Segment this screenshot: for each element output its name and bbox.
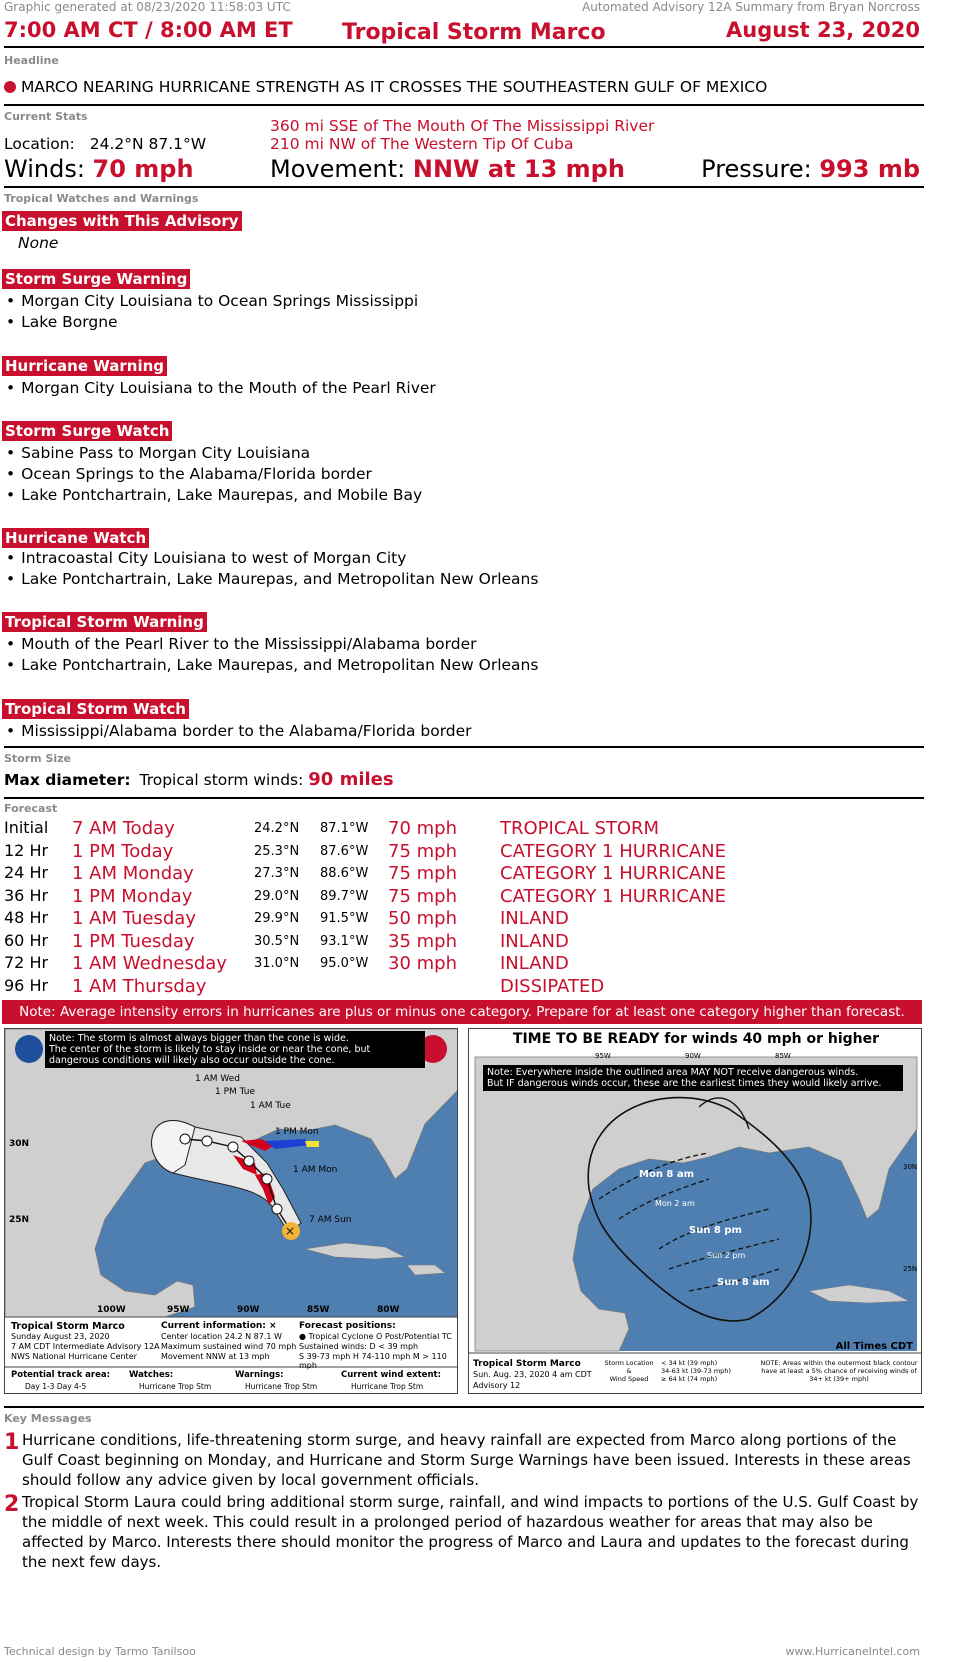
max-diameter-label: Max diameter: xyxy=(4,771,131,789)
cone-label: 1 AM Tue xyxy=(250,1101,291,1111)
section-storm-size: Storm Size xyxy=(4,752,72,765)
group-title: Storm Surge Warning xyxy=(2,269,190,289)
forecast-hr: 24 Hr xyxy=(4,863,49,882)
changes-value: None xyxy=(18,234,59,252)
forecast-positions-line: ● Tropical Cyclone O Post/Potential TC xyxy=(299,1332,452,1341)
cone-label: 1 PM Tue xyxy=(215,1087,256,1097)
key-message-number: 1 xyxy=(4,1430,20,1455)
divider xyxy=(4,186,924,188)
cone-legend-line: Sunday August 23, 2020 xyxy=(11,1332,110,1341)
cone-label: 7 AM Sun xyxy=(309,1215,352,1225)
cone-note xyxy=(45,1031,425,1068)
forecast-hr: 36 Hr xyxy=(4,885,49,905)
lon-label: 90W xyxy=(237,1305,260,1315)
cone-note-2: The center of the storm is likely to stay inside or near the cone, but xyxy=(49,1044,371,1055)
key-message-2: Tropical Storm Laura could bring additional storm surge, rainfall, and wind impacts to portions of the U.S. Gulf Coast by the middle of next week. This could result in a prolonged period of hazardous weather for areas that may also be affected by Marco. Interests there should monitor the progress of Marco and Laura and updates to the forecast during the next few days. xyxy=(22,1493,919,1571)
cone-label: 1 AM Wed xyxy=(195,1074,240,1084)
group-title: Hurricane Warning xyxy=(2,356,167,376)
forecast-lon: 87.1°W xyxy=(320,821,369,836)
arrival-note-2: But IF dangerous winds occur, these are the earliest times they would likely arrive. xyxy=(487,1078,882,1089)
cone-note-1: Note: The storm is almost always bigger than the cone is wide. xyxy=(49,1033,349,1044)
forecast-wind: 75 mph xyxy=(388,885,457,907)
forecast-lon: 87.6°W xyxy=(320,843,369,859)
lon-label: 85W xyxy=(775,1052,791,1060)
forecast-time: 1 PM Today xyxy=(72,840,174,862)
forecast-time: 1 PM Monday xyxy=(72,885,193,907)
headline xyxy=(4,78,767,96)
cone-note-3: dangerous conditions will likely also occur outside the cone. xyxy=(49,1055,335,1066)
storm-name: Tropical Storm Marco xyxy=(342,20,606,45)
location-label: Location: xyxy=(4,135,75,153)
key-message-number: 2 xyxy=(4,1492,20,1517)
lon-label: 100W xyxy=(97,1305,126,1315)
forecast-positions-line: Sustained winds: D < 39 mph xyxy=(299,1342,419,1351)
forecast-hr: Initial xyxy=(4,818,49,837)
arrival-time-label: Mon 8 am xyxy=(639,1169,695,1180)
cone-legend-line: 7 AM CDT Intermediate Advisory 12A xyxy=(11,1342,160,1351)
divider xyxy=(4,46,924,48)
forecast-hr: 12 Hr xyxy=(4,840,49,860)
movement-value: NNW at 13 mph xyxy=(412,155,625,183)
divider xyxy=(4,746,924,748)
forecast-lat: 29.0°N xyxy=(254,888,300,904)
lat-label: 30N xyxy=(903,1163,918,1171)
arrival-legend-title: Tropical Storm Marco xyxy=(473,1359,581,1369)
section-current-stats: Current Stats xyxy=(4,110,88,123)
forecast-wind: 75 mph xyxy=(388,840,457,862)
arrival-time-label: Sun 2 pm xyxy=(707,1251,746,1260)
lon-label: 90W xyxy=(685,1052,701,1060)
wind-speed-line: < 34 kt (39 mph) xyxy=(661,1359,718,1367)
forecast-cat: INLAND xyxy=(500,908,569,929)
forecast-lat: 27.3°N xyxy=(254,866,300,881)
forecast-cat: INLAND xyxy=(500,930,569,952)
list-item: • Sabine Pass to Morgan City Louisiana xyxy=(6,444,310,462)
pressure-value: 993 mb xyxy=(819,155,920,183)
forecast-lat: 25.3°N xyxy=(254,843,300,859)
forecast-positions-line: S 39-73 mph H 74-110 mph M > 110 mph xyxy=(299,1352,447,1370)
group-title: Tropical Storm Watch xyxy=(2,699,189,719)
wind-extent-label: Current wind extent: xyxy=(341,1370,441,1380)
list-item: • Intracoastal City Louisiana to west of Morgan City xyxy=(6,549,406,567)
divider xyxy=(4,1406,924,1408)
advisory-time: 7:00 AM CT / 8:00 AM ET xyxy=(4,18,293,42)
list-item: • Mouth of the Pearl River to the Mississippi/Alabama border xyxy=(6,635,477,653)
cone-label: 1 PM Mon xyxy=(275,1127,319,1137)
warnings-items: Hurricane Trop Stm xyxy=(245,1382,318,1391)
group-title: Storm Surge Watch xyxy=(2,421,172,441)
wind-speed-line: ≥ 64 kt (74 mph) xyxy=(661,1375,718,1383)
arrival-time-label: Sun 8 am xyxy=(717,1277,770,1288)
storm-size xyxy=(4,769,394,790)
watches-items: Hurricane Trop Stm xyxy=(139,1382,212,1391)
winds-value: 70 mph xyxy=(92,155,194,183)
forecast-lon: 93.1°W xyxy=(320,933,369,949)
changes-label: Changes with This Advisory xyxy=(2,211,242,231)
reference-2: 210 mi NW of The Western Tip Of Cuba xyxy=(270,135,574,153)
divider xyxy=(4,104,924,106)
forecast-hr: 72 Hr xyxy=(4,953,49,972)
list-item: • Lake Borgne xyxy=(6,313,118,331)
forecast-lat: 31.0°N xyxy=(254,956,300,971)
arrival-note-1: Note: Everywhere inside the outlined area MAY NOT receive dangerous winds. xyxy=(487,1067,859,1078)
divider xyxy=(4,797,924,799)
warnings-label: Warnings: xyxy=(235,1370,284,1380)
cone-legend-title: Tropical Storm Marco xyxy=(11,1321,125,1332)
forecast-wind: 70 mph xyxy=(388,818,457,839)
group-title: Hurricane Watch xyxy=(2,528,149,548)
pressure-label: Pressure: xyxy=(701,155,812,183)
arrival-title: TIME TO BE READY for winds 40 mph or higher xyxy=(512,1031,880,1047)
lon-label: 80W xyxy=(377,1305,400,1315)
list-item: • Lake Pontchartrain, Lake Maurepas, and Metropolitan New Orleans xyxy=(6,656,538,674)
ts-winds-label: Tropical storm winds: xyxy=(139,771,304,789)
storm-location-line: Wind Speed xyxy=(609,1375,649,1383)
forecast-cat: CATEGORY 1 HURRICANE xyxy=(500,840,726,862)
lat-label: 30N xyxy=(9,1139,30,1149)
forecast-hr: 96 Hr xyxy=(4,975,49,995)
forecast-time: 1 AM Monday xyxy=(72,863,194,884)
forecast-wind: 75 mph xyxy=(388,863,457,884)
current-info-line: Movement NNW at 13 mph xyxy=(161,1352,270,1361)
forecast-lon: 91.5°W xyxy=(320,911,369,926)
arrival-legend-line: Advisory 12 xyxy=(473,1381,521,1390)
reference-1: 360 mi SSE of The Mouth Of The Mississippi River xyxy=(270,117,655,135)
forecast-cat: CATEGORY 1 HURRICANE xyxy=(500,885,726,907)
forecast-cat: CATEGORY 1 HURRICANE xyxy=(500,863,726,884)
forecast-time: 7 AM Today xyxy=(72,818,175,839)
forecast-wind: 35 mph xyxy=(388,930,457,952)
forecast-wind: 50 mph xyxy=(388,908,457,929)
forecast-positions-title: Forecast positions: xyxy=(299,1321,396,1331)
lat-label: 25N xyxy=(903,1265,918,1273)
list-item: • Lake Pontchartrain, Lake Maurepas, and Mobile Bay xyxy=(6,486,422,504)
section-headline: Headline xyxy=(4,54,59,67)
alert-dot-icon xyxy=(4,81,16,93)
forecast-hr: 48 Hr xyxy=(4,908,49,927)
forecast-lon: 95.0°W xyxy=(320,956,369,971)
forecast-cat: INLAND xyxy=(500,953,569,974)
forecast-time: 1 PM Tuesday xyxy=(72,930,195,952)
winds-label: Winds: xyxy=(4,155,85,183)
current-info-line: Maximum sustained wind 70 mph xyxy=(161,1342,297,1351)
key-message-1: Hurricane conditions, life-threatening storm surge, and heavy rainfall are expected from Marco along portions of the Gulf Coast beginning on Monday, and Hurricane and Storm Surge Warnings have been issued. Interests in these areas should follow any advice given by local government officials. xyxy=(22,1431,911,1489)
forecast-cat: DISSIPATED xyxy=(500,975,605,997)
section-key-messages: Key Messages xyxy=(4,1412,92,1425)
lon-label: 85W xyxy=(307,1305,330,1315)
forecast-lat: 24.2°N xyxy=(254,821,300,836)
list-item: • Morgan City Louisiana to the Mouth of the Pearl River xyxy=(6,379,436,397)
arrival-legend-line: Sun. Aug. 23, 2020 4 am CDT xyxy=(473,1370,592,1379)
intensity-note: Note: Average intensity errors in hurricanes are plus or minus one category. Prepare for at least one category higher than forecast. xyxy=(2,1000,922,1024)
all-times-label: All Times CDT xyxy=(835,1341,913,1352)
ts-winds-value: 90 miles xyxy=(308,769,394,790)
generated-time: Graphic generated at 08/23/2020 11:58:03 UTC xyxy=(4,0,291,14)
cone-map xyxy=(4,1028,458,1394)
forecast-hr: 60 Hr xyxy=(4,930,49,950)
arrival-legend-note: NOTE: Areas within the outermost black contour have at least a 5% chance of receiving winds of 34+ kt (39+ mph) xyxy=(760,1359,918,1383)
lat-label: 25N xyxy=(9,1215,30,1225)
list-item: • Ocean Springs to the Alabama/Florida border xyxy=(6,465,372,483)
location-value: 24.2°N 87.1°W xyxy=(89,135,207,153)
arrival-map xyxy=(468,1028,922,1394)
wind-speed-line: 34-63 kt (39-73 mph) xyxy=(661,1367,731,1375)
wind-speed-legend xyxy=(661,1359,731,1383)
forecast-cat: TROPICAL STORM xyxy=(500,818,660,839)
current-info-line: Center location 24.2 N 87.1 W xyxy=(161,1332,282,1341)
forecast-time: 1 AM Tuesday xyxy=(72,908,196,929)
forecast-lon: 89.7°W xyxy=(320,888,369,904)
arrival-time-label: Mon 2 am xyxy=(655,1199,695,1208)
section-forecast: Forecast xyxy=(4,802,58,815)
pressure xyxy=(701,155,920,183)
track-area-items: Day 1-3 Day 4-5 xyxy=(25,1382,87,1391)
movement xyxy=(270,155,625,183)
lon-label: 95W xyxy=(595,1052,611,1060)
forecast-lat: 29.9°N xyxy=(254,911,300,926)
cone-label: 1 AM Mon xyxy=(293,1165,338,1175)
current-info-title: Current information: × xyxy=(161,1321,277,1331)
list-item: • Lake Pontchartrain, Lake Maurepas, and Metropolitan New Orleans xyxy=(6,570,538,588)
credit: Technical design by Tarmo Tanilsoo xyxy=(4,1645,196,1658)
forecast-lon: 88.6°W xyxy=(320,866,369,881)
winds xyxy=(4,155,194,183)
svg-text:×: × xyxy=(285,1224,296,1238)
summary-source: Automated Advisory 12A Summary from Bryan Norcross xyxy=(582,0,920,14)
arrival-time-label: Sun 8 pm xyxy=(689,1225,742,1236)
storm-location-label xyxy=(599,1359,659,1383)
lon-label: 95W xyxy=(167,1305,190,1315)
track-area-label: Potential track area: xyxy=(11,1370,111,1380)
advisory-date: August 23, 2020 xyxy=(726,18,920,42)
arrival-note xyxy=(483,1065,903,1091)
cone-legend-line: NWS National Hurricane Center xyxy=(11,1352,137,1361)
location xyxy=(4,135,206,153)
watches-label: Watches: xyxy=(129,1370,174,1380)
wind-extent-items: Hurricane Trop Stm xyxy=(351,1382,424,1391)
forecast-wind: 30 mph xyxy=(388,953,457,974)
list-item: • Morgan City Louisiana to Ocean Springs Mississippi xyxy=(6,292,418,310)
movement-label: Movement: xyxy=(270,155,406,183)
list-item: • Mississippi/Alabama border to the Alabama/Florida border xyxy=(6,722,472,740)
forecast-time: 1 AM Thursday xyxy=(72,975,207,997)
headline-text: MARCO NEARING HURRICANE STRENGTH AS IT CROSSES THE SOUTHEASTERN GULF OF MEXICO xyxy=(20,78,768,96)
section-watches-warnings: Tropical Watches and Warnings xyxy=(4,192,199,205)
storm-location-line: Storm Location xyxy=(604,1359,654,1367)
group-title: Tropical Storm Warning xyxy=(2,612,207,632)
forecast-time: 1 AM Wednesday xyxy=(72,953,227,974)
website: www.HurricaneIntel.com xyxy=(785,1645,920,1658)
storm-location-line: & xyxy=(626,1367,632,1375)
forecast-lat: 30.5°N xyxy=(254,933,300,949)
